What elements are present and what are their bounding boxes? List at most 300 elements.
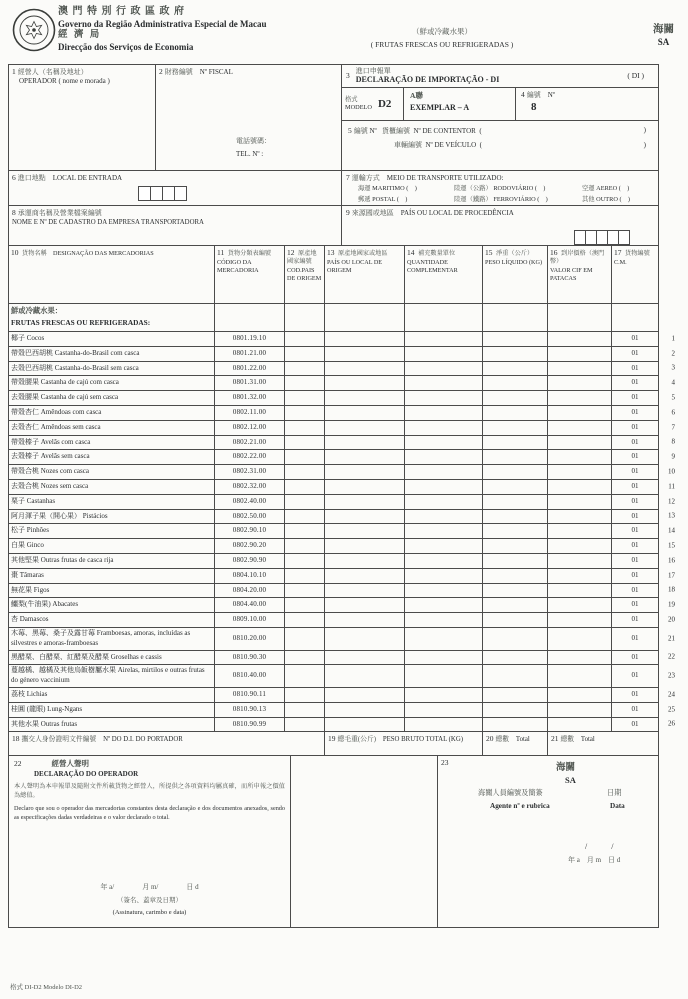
item-line-number: 4 xyxy=(671,378,675,387)
customs-service-mark xyxy=(653,23,674,48)
item-line-number: 3 xyxy=(671,363,675,372)
item-origin-name xyxy=(325,584,405,598)
row-operator xyxy=(9,65,658,171)
option-air: 空運 AEREO ( ) xyxy=(582,185,630,193)
item-supp-quantity xyxy=(405,347,483,361)
item-net-weight xyxy=(483,480,548,494)
container-label-zh: 貨櫃編號 xyxy=(381,127,410,135)
agent-label-pt: Agente nº e rubrica xyxy=(490,802,550,811)
item-cm: 01 xyxy=(631,652,639,661)
item-line-number: 8 xyxy=(671,437,675,446)
row-carrier-origin xyxy=(9,206,658,246)
box-20-total: 20 總數 Total xyxy=(483,732,548,755)
item-net-weight xyxy=(483,465,548,479)
department-name-zh: 經 濟 局 xyxy=(58,29,102,40)
item-code: 0804.40.00 xyxy=(215,598,285,612)
item-net-weight xyxy=(483,688,548,702)
item-origin-code xyxy=(285,524,325,538)
item-net-weight xyxy=(483,569,548,583)
box-8-label-zh: 承運商名稱及營業檔案編號 xyxy=(17,209,102,217)
item-supp-quantity xyxy=(405,539,483,553)
item-supp-quantity xyxy=(405,436,483,450)
section-title-pt: FRUTAS FRESCAS OU REFRIGERADAS: xyxy=(11,317,151,327)
item-code: 0802.90.10 xyxy=(215,524,285,538)
item-origin-code xyxy=(285,703,325,717)
item-line-number: 20 xyxy=(668,615,675,624)
vehicle-label-pt: Nº DE VEÍCULO xyxy=(425,141,477,150)
item-line-number: 25 xyxy=(668,704,675,713)
box-7-label-zh: 運輸方式 xyxy=(351,174,380,182)
item-name: 去殼榛子 Avelãs sem casca xyxy=(9,450,215,464)
item-cm: 01 xyxy=(631,555,639,564)
item-cif-value xyxy=(548,524,612,538)
item-cm: 01 xyxy=(631,348,639,357)
declaration-code-suffix: ( DI ) xyxy=(627,70,644,80)
col-net-weight-header: 15 淨重（公斤） PESO LÍQUIDO (KG) xyxy=(483,246,548,303)
item-cm: 01 xyxy=(631,719,639,728)
item-origin-name xyxy=(325,703,405,717)
item-net-weight xyxy=(483,539,548,553)
item-cif-value xyxy=(548,465,612,479)
declaration-table xyxy=(8,64,675,928)
macau-government-seal xyxy=(12,8,56,54)
option-road: 陸運（公路） RODOVIÁRIO ( ) xyxy=(454,185,546,193)
item-origin-code xyxy=(285,421,325,435)
item-cm: 01 xyxy=(631,541,639,550)
box-23-customs-use: 23 海關 SA 海關人員編號及簡簽 日期 Agente nº e rubrica Data / / 年 a 月 m 日 d xyxy=(441,758,625,865)
section-title-zh: 鮮或冷藏水果： xyxy=(11,306,63,315)
declaration-text-zh: 本人聲明為本申報單及隨附文件所載貨物之經營人，所提供之各項資料均屬真確，而所申報之價值為總值。 xyxy=(14,783,285,800)
item-cif-value xyxy=(548,406,612,420)
table-row xyxy=(9,718,675,733)
box-4-label-pt: Nº xyxy=(547,91,555,99)
item-code: 0801.22.00 xyxy=(215,362,285,376)
item-cif-value xyxy=(548,362,612,376)
box-9-label-pt: PAÍS OU LOCAL DE PROCEDÊNCIA xyxy=(400,209,514,217)
item-net-weight xyxy=(483,718,548,732)
item-code: 0802.12.00 xyxy=(215,421,285,435)
item-origin-code xyxy=(285,628,325,650)
form-header xyxy=(12,6,676,60)
item-net-weight xyxy=(483,347,548,361)
row-entry-transport xyxy=(9,171,658,206)
table-row xyxy=(9,703,675,718)
telephone-labels xyxy=(236,135,271,160)
vehicle-label-zh: 車輛編號 xyxy=(394,141,422,150)
option-rail: 陸運（鐵路） FERROVIÁRIO ( ) xyxy=(454,195,548,203)
item-line-number: 14 xyxy=(668,526,675,535)
item-code: 0810.90.30 xyxy=(215,651,285,665)
item-code: 0802.21.00 xyxy=(215,436,285,450)
item-net-weight xyxy=(483,703,548,717)
open-paren: ( xyxy=(479,141,482,150)
item-cm: 01 xyxy=(631,585,639,594)
item-net-weight xyxy=(483,628,548,650)
item-cm: 01 xyxy=(631,422,639,431)
box-3-declaration-title xyxy=(342,65,658,170)
department-name-pt: Direcção dos Serviços de Economia xyxy=(58,41,194,52)
item-cm: 01 xyxy=(631,615,639,624)
item-origin-name xyxy=(325,362,405,376)
empty-cell xyxy=(612,304,658,331)
item-supp-quantity xyxy=(405,450,483,464)
item-origin-code xyxy=(285,718,325,732)
item-origin-name xyxy=(325,450,405,464)
item-cif-value xyxy=(548,598,612,612)
box-number: 1 xyxy=(12,67,16,76)
operator-signature-space xyxy=(291,756,438,927)
item-line-number: 6 xyxy=(671,408,675,417)
item-cif-value xyxy=(548,376,612,390)
empty-cell xyxy=(285,304,325,331)
item-code: 0810.90.13 xyxy=(215,703,285,717)
option-other: 其他 OUTRO ( ) xyxy=(582,195,630,203)
item-name: 松子 Pinhões xyxy=(9,524,215,538)
item-line-number: 1 xyxy=(671,334,675,343)
item-line-number: 7 xyxy=(671,422,675,431)
item-net-weight xyxy=(483,421,548,435)
item-cif-value xyxy=(548,569,612,583)
item-supp-quantity xyxy=(405,718,483,732)
box-number: 7 xyxy=(346,173,350,182)
item-origin-name xyxy=(325,651,405,665)
col-designation-header: 10 貨物名稱 DESIGNAÇÃO DAS MERCADORIAS xyxy=(9,246,215,303)
item-line-number: 10 xyxy=(668,467,675,476)
item-origin-code xyxy=(285,347,325,361)
item-origin-code xyxy=(285,665,325,687)
item-name: 鱷梨(牛油果) Abacates xyxy=(9,598,215,612)
item-net-weight xyxy=(483,651,548,665)
item-supp-quantity xyxy=(405,332,483,346)
item-name: 黑醋栗、白醋栗、紅醋栗及醋栗 Groselhas e cassis xyxy=(9,651,215,665)
item-net-weight xyxy=(483,495,548,509)
table-row xyxy=(9,665,675,688)
item-origin-name xyxy=(325,436,405,450)
item-cif-value xyxy=(548,703,612,717)
procedence-code-boxes xyxy=(575,230,630,245)
item-cm: 01 xyxy=(631,570,639,579)
box-7-transport-mode xyxy=(342,171,658,205)
box-number: 6 xyxy=(12,173,16,182)
table-row xyxy=(9,332,675,347)
item-name: 桂圓 (龍眼) Lung-Ngans xyxy=(9,703,215,717)
box-6-label-pt: LOCAL DE ENTRADA xyxy=(52,174,123,182)
item-name: 椰子 Cocos xyxy=(9,332,215,346)
item-origin-name xyxy=(325,495,405,509)
item-origin-name xyxy=(325,347,405,361)
table-row xyxy=(9,480,675,495)
item-cm: 01 xyxy=(631,526,639,535)
declaration-title-band xyxy=(342,65,658,88)
item-net-weight xyxy=(483,436,548,450)
item-net-weight xyxy=(483,332,548,346)
item-net-weight xyxy=(483,510,548,524)
item-line-number: 26 xyxy=(668,719,675,728)
signature-caption-pt: (Assinatura, carimbo e data) xyxy=(112,908,187,916)
box-22-operator-declaration: 22 經營人聲明 DECLARAÇÃO DO OPERADOR 本人聲明為本申報單及隨附文件所載貨物之經營人，所提供之各項資料均屬真確，而所申報之價值為總值。 Declaro que sou o operador das mercadorias constantes desta declaração e dos documentos anexados, sendo as especificações dadas verdadeiras e o valor declarado o total. 年 a/ 月 m/ 日 d （簽名、蓋章及日期） (Assinatura, carimbo e data) xyxy=(9,756,291,927)
code-box xyxy=(174,186,187,201)
item-code: 0802.50.00 xyxy=(215,510,285,524)
table-row xyxy=(9,465,675,480)
box-6-local-entrada xyxy=(9,171,342,205)
empty-cell xyxy=(405,304,483,331)
col-code-header: 11 貨物分類表編號 CÓDIGO DA MERCADORIA xyxy=(215,246,285,303)
item-net-weight xyxy=(483,584,548,598)
close-paren: ) xyxy=(643,141,646,150)
government-name-pt: Governo da Região Administrativa Especial de Macau xyxy=(58,18,267,29)
table-row xyxy=(9,569,675,584)
agent-label-zh: 海關人員編號及簡簽 xyxy=(478,789,543,798)
item-cm: 01 xyxy=(631,378,639,387)
item-supp-quantity xyxy=(405,688,483,702)
item-supp-quantity xyxy=(405,510,483,524)
item-origin-name xyxy=(325,421,405,435)
item-cif-value xyxy=(548,584,612,598)
item-cm: 01 xyxy=(631,511,639,520)
item-origin-code xyxy=(285,598,325,612)
declaration-title-pt: DECLARAÇÃO DE IMPORTAÇÃO - DI xyxy=(355,75,500,85)
item-cif-value xyxy=(548,688,612,702)
box-2-label-zh: 財務編號 xyxy=(164,68,193,76)
item-name: 去殼巴西胡桃 Castanha-do-Brasil sem casca xyxy=(9,362,215,376)
box-number: 4 xyxy=(521,90,525,99)
modelo-exemplar-band xyxy=(342,88,658,121)
item-name: 阿月渾子果（開心果） Pistácios xyxy=(9,510,215,524)
item-supp-quantity xyxy=(405,391,483,405)
item-cm: 01 xyxy=(631,407,639,416)
item-cm: 01 xyxy=(631,363,639,372)
date-label-zh: 日期 xyxy=(607,789,622,798)
modelo-label-zh: 格式 xyxy=(345,95,358,103)
signature-block xyxy=(9,881,290,919)
section-title-row xyxy=(9,304,658,332)
box-19-gross-weight: 19 總毛重(公斤) PESO BRUTO TOTAL (KG) xyxy=(325,732,483,755)
item-name: 棗 Tâmaras xyxy=(9,569,215,583)
item-code: 0810.20.00 xyxy=(215,628,285,650)
box-6-label-zh: 進口地點 xyxy=(17,174,46,182)
col-supp-quantity-header: 14 補充數量單位 QUANTIDADE COMPLEMENTAR xyxy=(405,246,483,303)
table-row xyxy=(9,347,675,362)
item-supp-quantity xyxy=(405,628,483,650)
modelo-label-pt: MODELO xyxy=(345,104,372,111)
item-supp-quantity xyxy=(405,421,483,435)
government-name-zh: 澳 門 特 別 行 政 區 政 府 xyxy=(58,6,185,17)
signature-row xyxy=(9,756,658,927)
item-name: 荔枝 Lichias xyxy=(9,688,215,702)
item-supp-quantity xyxy=(405,406,483,420)
item-cm: 01 xyxy=(631,689,639,698)
item-line-number: 12 xyxy=(668,496,675,505)
item-cm: 01 xyxy=(631,704,639,713)
item-code: 0810.90.11 xyxy=(215,688,285,702)
box-2-fiscal-number xyxy=(156,65,342,170)
item-line-number: 9 xyxy=(671,452,675,461)
item-supp-quantity xyxy=(405,376,483,390)
box-number: 9 xyxy=(346,208,350,217)
item-supp-quantity xyxy=(405,613,483,627)
item-line-number: 22 xyxy=(668,652,675,661)
item-code: 0801.32.00 xyxy=(215,391,285,405)
item-cm: 01 xyxy=(631,437,639,446)
item-cif-value xyxy=(548,613,612,627)
item-cif-value xyxy=(548,651,612,665)
item-line-number: 11 xyxy=(668,482,675,491)
item-cif-value xyxy=(548,480,612,494)
box-9-procedence xyxy=(342,206,658,245)
item-line-number: 15 xyxy=(668,541,675,550)
subject-pt: ( FRUTAS FRESCAS OU REFRIGERADAS ) xyxy=(370,39,514,49)
item-net-weight xyxy=(483,554,548,568)
item-cif-value xyxy=(548,436,612,450)
item-origin-name xyxy=(325,628,405,650)
table-row xyxy=(9,362,675,377)
table-row xyxy=(9,628,675,651)
item-origin-name xyxy=(325,718,405,732)
item-cif-value xyxy=(548,539,612,553)
item-code: 0802.90.90 xyxy=(215,554,285,568)
table-row xyxy=(9,598,675,613)
item-code: 0810.90.99 xyxy=(215,718,285,732)
transport-options-row-1 xyxy=(346,185,654,194)
item-origin-code xyxy=(285,480,325,494)
item-supp-quantity xyxy=(405,524,483,538)
subject-zh: （鮮或冷藏水果） xyxy=(412,27,472,36)
table-row xyxy=(9,436,675,451)
customs-zh: 海關 xyxy=(653,24,674,35)
item-origin-code xyxy=(285,436,325,450)
box-5-label-pt: Nº xyxy=(369,127,377,135)
telephone-label-zh: 電話號碼： xyxy=(236,137,271,145)
item-origin-name xyxy=(325,465,405,479)
item-cif-value xyxy=(548,628,612,650)
box-1-label-zh: 經營人（名稱及地址） xyxy=(17,68,88,76)
item-code: 0804.10.10 xyxy=(215,569,285,583)
goods-table-header xyxy=(9,246,658,304)
issuer-titles xyxy=(58,6,267,53)
item-line-number: 17 xyxy=(668,570,675,579)
item-code: 0804.20.00 xyxy=(215,584,285,598)
form-code: 格式 DI-D2 Modelo DI-D2 xyxy=(10,984,83,991)
item-origin-code xyxy=(285,465,325,479)
item-supp-quantity xyxy=(405,465,483,479)
item-origin-code xyxy=(285,376,325,390)
item-code: 0801.21.00 xyxy=(215,347,285,361)
item-net-weight xyxy=(483,362,548,376)
item-origin-code xyxy=(285,539,325,553)
item-line-number: 19 xyxy=(668,600,675,609)
box-5-label-zh: 編號 xyxy=(353,127,368,135)
item-name: 帶殼杏仁 Amêndoas com casca xyxy=(9,406,215,420)
item-line-number: 23 xyxy=(668,671,675,680)
item-name: 無花果 Figos xyxy=(9,584,215,598)
item-cif-value xyxy=(548,347,612,361)
item-net-weight xyxy=(483,406,548,420)
item-cif-value xyxy=(548,495,612,509)
item-origin-name xyxy=(325,332,405,346)
item-cm: 01 xyxy=(631,452,639,461)
item-name: 帶殼腰果 Castanha de cajú com casca xyxy=(9,376,215,390)
code-box xyxy=(618,230,630,245)
declaration-title-zh: 經營人聲明 xyxy=(51,759,89,769)
date-slashes: / / xyxy=(585,842,614,852)
container-label-pt: Nº DE CONTENTOR xyxy=(413,127,476,135)
telephone-label-pt: TEL. Nº : xyxy=(236,149,264,158)
item-origin-code xyxy=(285,332,325,346)
table-row xyxy=(9,613,675,628)
item-cif-value xyxy=(548,718,612,732)
item-origin-code xyxy=(285,554,325,568)
item-cm: 01 xyxy=(631,671,639,680)
item-cif-value xyxy=(548,391,612,405)
col-origin-header: 13 原產地國家或地區 PAÍS OU LOCAL DE ORIGEM xyxy=(325,246,405,303)
item-cif-value xyxy=(548,665,612,687)
box-2-label-pt: Nº FISCAL xyxy=(199,68,233,76)
item-origin-name xyxy=(325,376,405,390)
customs-zh: 海關 xyxy=(556,763,576,774)
option-maritime: 海運 MARITIMO ( ) xyxy=(358,185,417,193)
declaration-number-value: 8 xyxy=(531,101,537,114)
item-code: 0810.40.00 xyxy=(215,665,285,687)
item-line-number: 13 xyxy=(668,511,675,520)
item-origin-code xyxy=(285,495,325,509)
item-cm: 01 xyxy=(631,633,639,642)
item-name: 蔓越橘、越橘及其他烏飯樹屬水果 Airelas, mirtilos e outras frutas do género vaccinium xyxy=(9,665,215,687)
box-number: 3 xyxy=(346,70,350,80)
item-cm: 01 xyxy=(631,334,639,342)
item-cm: 01 xyxy=(631,496,639,505)
item-supp-quantity xyxy=(405,651,483,665)
signature-caption-zh: （簽名、蓋章及日期） xyxy=(117,896,182,904)
section-title xyxy=(9,304,215,331)
item-name: 白果 Ginco xyxy=(9,539,215,553)
item-origin-code xyxy=(285,391,325,405)
empty-cell xyxy=(483,304,548,331)
modelo-value: D2 xyxy=(377,97,392,110)
exemplar-zh: A聯 xyxy=(410,91,423,100)
item-name: 去殼杏仁 Amêndoas sem casca xyxy=(9,421,215,435)
customs-block xyxy=(556,762,576,786)
customs-abbr: SA xyxy=(565,775,576,786)
box-8-carrier xyxy=(9,206,342,245)
item-name: 帶殼榛子 Avelãs com casca xyxy=(9,436,215,450)
box-1-operator xyxy=(9,65,156,170)
modelo-cell xyxy=(342,88,404,120)
item-origin-code xyxy=(285,569,325,583)
form-subject xyxy=(342,26,542,52)
item-origin-name xyxy=(325,406,405,420)
col-origin-code-header: 12 原產地國家編號 COD.PAIS DE ORIGEM xyxy=(285,246,325,303)
item-origin-code xyxy=(285,362,325,376)
item-origin-name xyxy=(325,598,405,612)
item-code: 0801.31.00 xyxy=(215,376,285,390)
item-origin-code xyxy=(285,406,325,420)
transport-options-row-2 xyxy=(346,196,654,205)
date-label-pt: Data xyxy=(610,802,625,811)
item-net-weight xyxy=(483,376,548,390)
item-line-number: 21 xyxy=(668,634,675,643)
item-origin-name xyxy=(325,510,405,524)
item-cif-value xyxy=(548,421,612,435)
item-code: 0802.40.00 xyxy=(215,495,285,509)
item-supp-quantity xyxy=(405,495,483,509)
empty-cell xyxy=(215,304,285,331)
box-9-label-zh: 來源國或地區 xyxy=(351,209,394,217)
item-name: 栗子 Castanhas xyxy=(9,495,215,509)
empty-cell xyxy=(548,304,612,331)
item-line-number: 24 xyxy=(668,690,675,699)
item-line-number: 2 xyxy=(671,348,675,357)
item-supp-quantity xyxy=(405,584,483,598)
